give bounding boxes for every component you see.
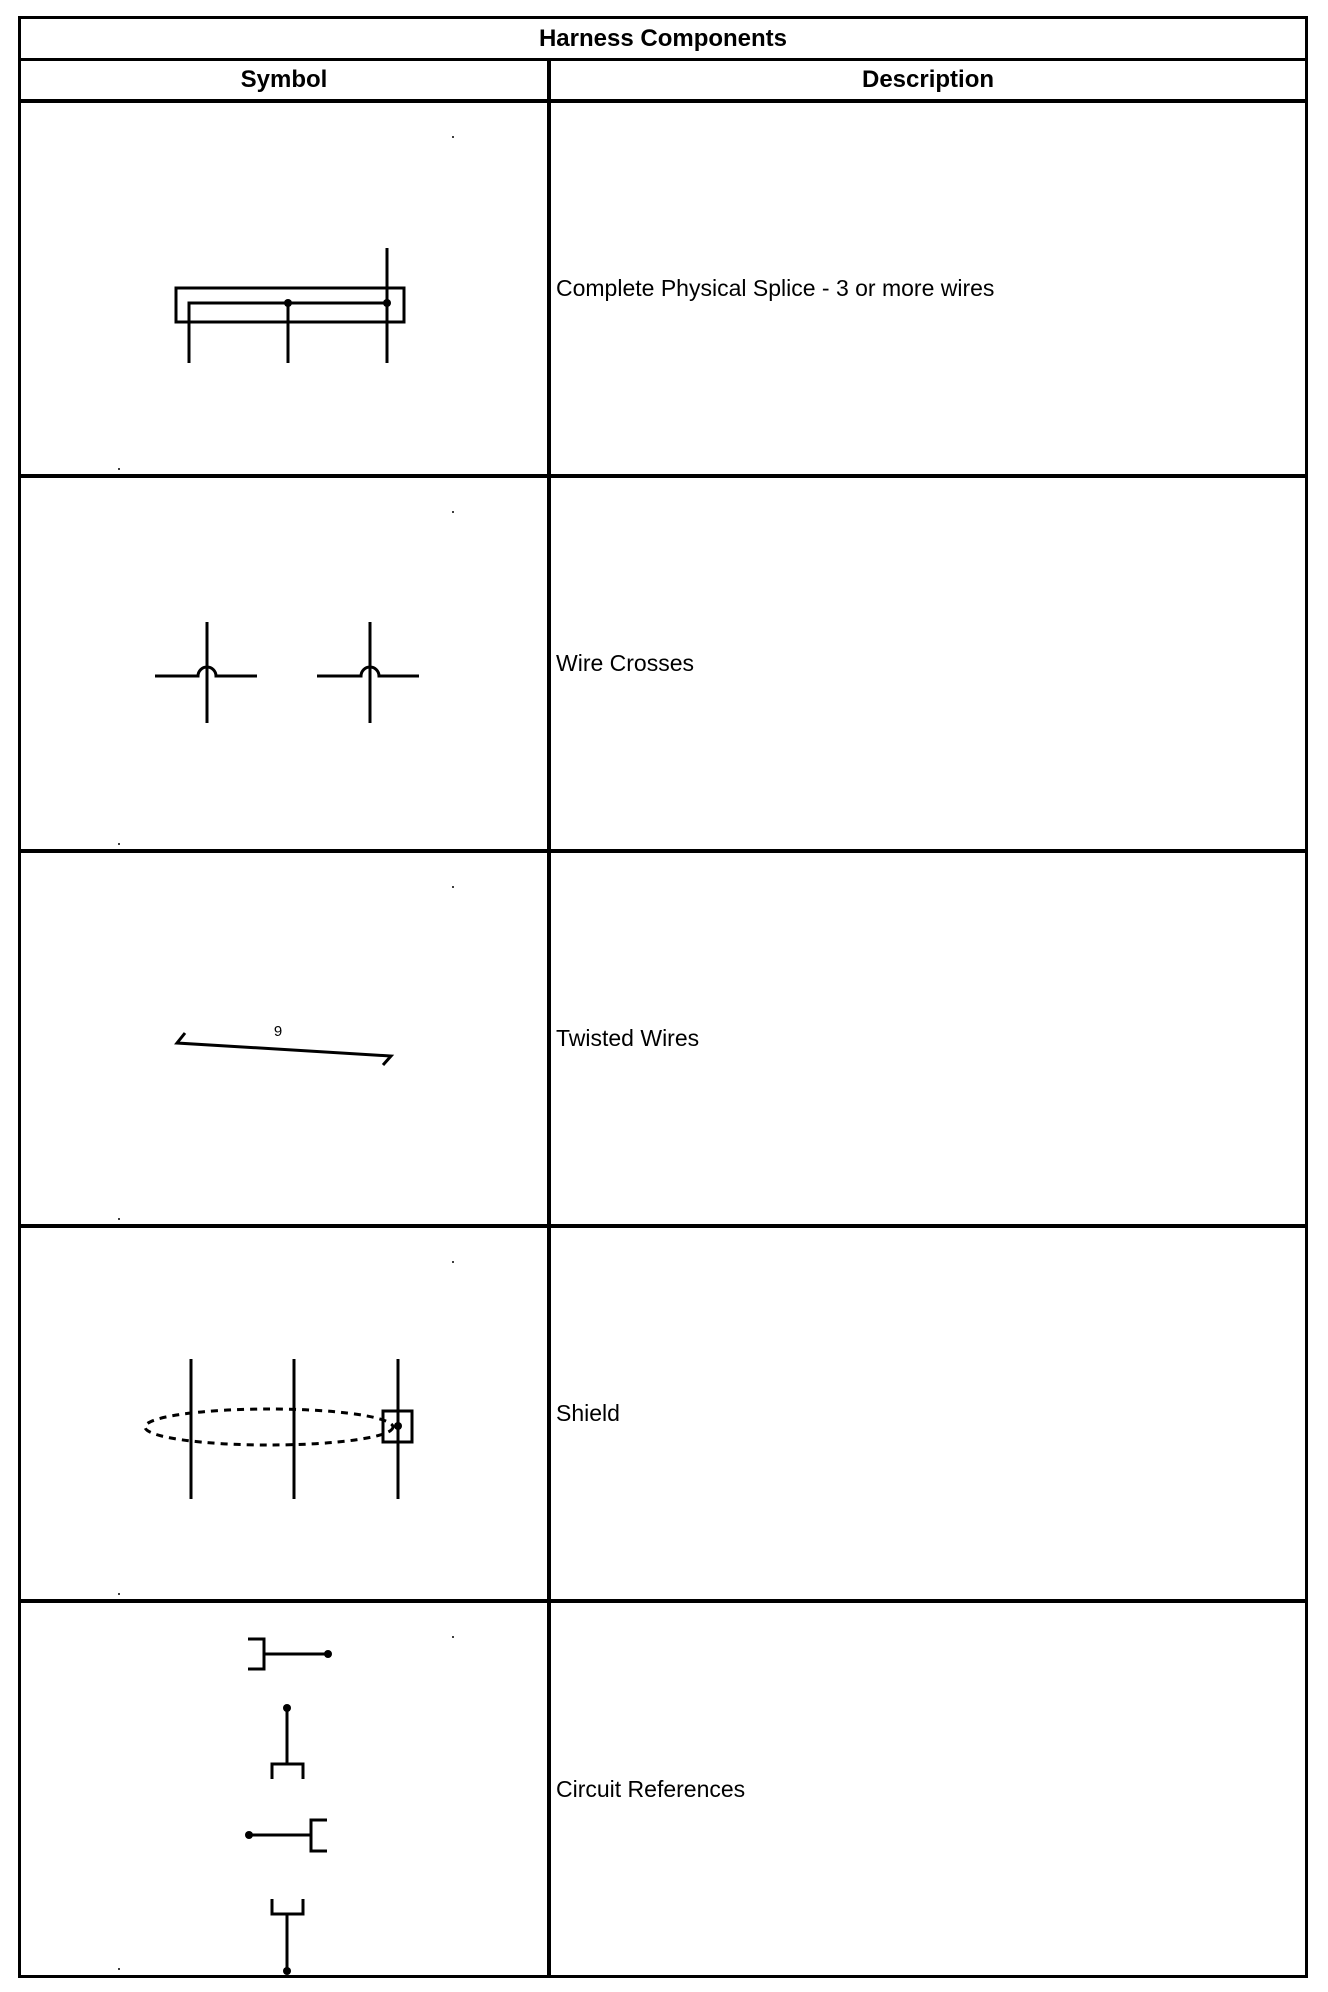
symbol-cell	[21, 478, 551, 849]
table-row	[21, 103, 1305, 478]
symbol-cell	[21, 1603, 551, 1975]
shield-symbol-icon	[21, 1228, 551, 1603]
table-header-row	[21, 61, 1305, 103]
description-cell: Shield	[556, 1400, 620, 1426]
table-body	[21, 103, 1305, 1975]
description-cell: Twisted Wires	[556, 1025, 700, 1051]
description-column-header: Description	[861, 66, 995, 93]
table-row	[21, 853, 1305, 1228]
table-row	[21, 1603, 1305, 1975]
table-row	[21, 478, 1305, 853]
symbol-column-header: Symbol	[21, 61, 551, 99]
symbol-cell	[21, 103, 551, 474]
harness-components-table	[18, 16, 1308, 1978]
table-row	[21, 1228, 1305, 1603]
symbol-cell	[21, 853, 551, 1224]
twisted-wires-symbol-icon	[21, 853, 551, 1228]
description-cell: Complete Physical Splice - 3 or more wires	[556, 275, 995, 301]
wire-cross-symbol-icon	[21, 478, 551, 853]
circuit-reference-symbol-icon	[21, 1603, 551, 1975]
description-cell: Circuit References	[556, 1775, 746, 1802]
description-cell: Wire Crosses	[556, 650, 695, 676]
symbol-cell	[21, 1228, 551, 1599]
splice-symbol-icon	[21, 103, 551, 478]
twist-count-label: 9	[273, 1023, 283, 1040]
table-title: Harness Components	[21, 19, 1305, 61]
